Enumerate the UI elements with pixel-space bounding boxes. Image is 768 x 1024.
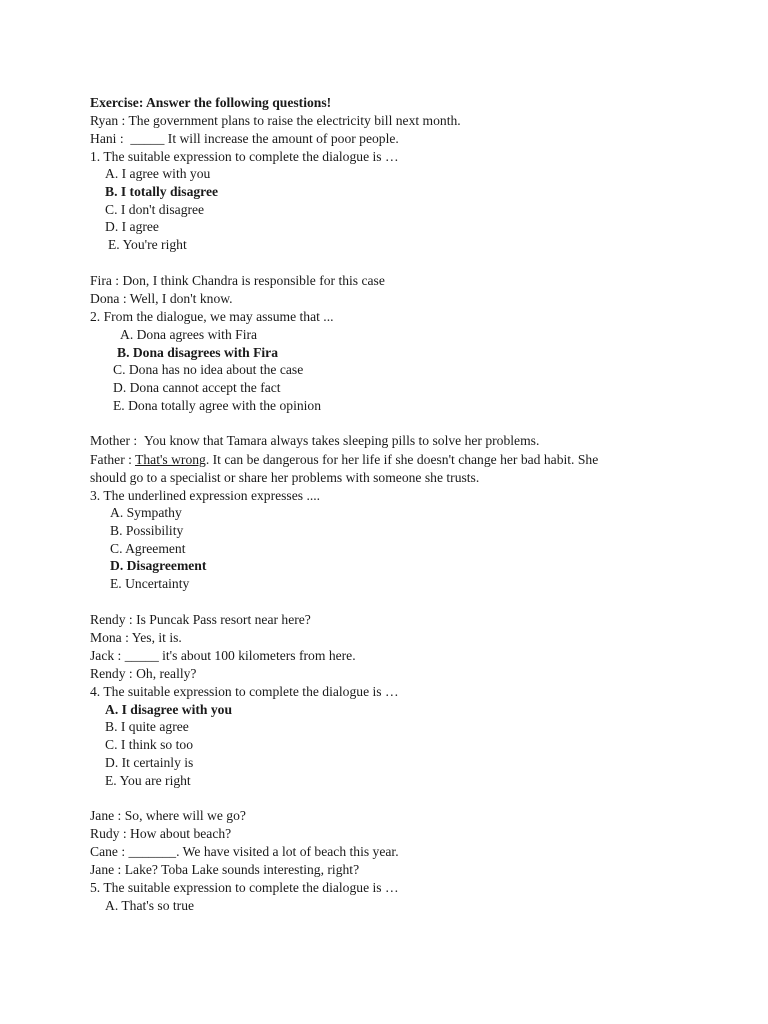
dialogue-line: [90, 432, 539, 450]
option-c: C. Agreement: [110, 541, 186, 556]
option-e: E. You're right: [108, 237, 187, 252]
dialogue-text: Is Puncak Pass resort near here?: [136, 612, 311, 627]
speaker-name: Jane :: [90, 862, 122, 877]
dialogue-text: _______. We have visited a lot of beach this year.: [128, 844, 399, 859]
option-c: C. I don't disagree: [105, 202, 205, 217]
dialogue-text: So, where will we go?: [124, 808, 246, 823]
question-2-text: 2. From the dialogue, we may assume that ...: [90, 309, 334, 324]
dialogue-line: [90, 861, 359, 879]
dialogue-line: [90, 272, 385, 290]
dialogue-text: Yes, it is.: [131, 630, 182, 645]
underlined-expression: That's wrong: [135, 452, 206, 467]
dialogue-line: [90, 130, 399, 148]
dialogue-line: [90, 825, 231, 843]
question-4-text: 4. The suitable expression to complete the dialogue is …: [90, 684, 399, 699]
dialogue-line: [90, 451, 598, 469]
speaker-name: Hani :: [90, 131, 124, 146]
speaker-name: Rudy :: [90, 826, 127, 841]
option-a-answer: A. I disagree with you: [105, 702, 233, 717]
dialogue-line: [90, 665, 196, 683]
speaker-name: Dona :: [90, 291, 127, 306]
dialogue-line: [90, 112, 461, 130]
option-a: A. Sympathy: [110, 505, 182, 520]
speaker-name: Jack :: [90, 648, 122, 663]
option-a: A. That's so true: [105, 898, 195, 913]
option-b: B. Possibility: [110, 523, 184, 538]
dialogue-line: [90, 290, 233, 308]
dialogue-line: [90, 629, 182, 647]
option-b-answer: B. Dona disagrees with Fira: [117, 345, 278, 360]
speaker-name: Ryan :: [90, 113, 126, 128]
dialogue-text: Oh, really?: [136, 666, 197, 681]
dialogue-text: _____ it's about 100 kilometers from here.: [124, 648, 356, 663]
dialogue-line: [90, 843, 399, 861]
question-3-text: 3. The underlined expression expresses ....: [90, 488, 321, 503]
exercise-heading: Exercise: Answer the following questions!: [90, 95, 332, 110]
speaker-name: Father :: [90, 452, 132, 467]
dialogue-text: Lake? Toba Lake sounds interesting, right?: [124, 862, 360, 877]
option-d: D. Dona cannot accept the fact: [113, 380, 281, 395]
option-b: B. I quite agree: [105, 719, 189, 734]
speaker-name: Mother :: [90, 433, 138, 448]
speaker-name: Cane :: [90, 844, 126, 859]
option-a: A. I agree with you: [105, 166, 211, 181]
question-1-text: 1. The suitable expression to complete the dialogue is …: [90, 149, 399, 164]
option-c: C. Dona has no idea about the case: [113, 362, 304, 377]
option-a: A. Dona agrees with Fira: [120, 327, 258, 342]
option-d: D. It certainly is: [105, 755, 194, 770]
option-d: D. I agree: [105, 219, 159, 234]
dialogue-line: [90, 647, 356, 665]
option-e: E. You are right: [105, 773, 191, 788]
dialogue-text: _____ It will increase the amount of poor people.: [130, 131, 399, 146]
option-d-answer: D. Disagreement: [110, 558, 207, 573]
dialogue-text: How about beach?: [130, 826, 232, 841]
speaker-name: Mona :: [90, 630, 129, 645]
dialogue-text: Well, I don't know.: [129, 291, 233, 306]
speaker-name: Jane :: [90, 808, 122, 823]
question-5-text: 5. The suitable expression to complete the dialogue is …: [90, 880, 399, 895]
dialogue-text: Don, I think Chandra is responsible for this case: [122, 273, 385, 288]
option-b-answer: B. I totally disagree: [105, 184, 219, 199]
dialogue-line: [90, 807, 246, 825]
option-e: E. Dona totally agree with the opinion: [113, 398, 322, 413]
dialogue-text: The government plans to raise the electricity bill next month.: [128, 113, 461, 128]
speaker-name: Fira :: [90, 273, 120, 288]
dialogue-line: [90, 611, 311, 629]
speaker-name: Rendy :: [90, 666, 133, 681]
dialogue-continuation: should go to a specialist or share her problems with someone she trusts.: [90, 470, 480, 485]
option-c: C. I think so too: [105, 737, 193, 752]
speaker-name: Rendy :: [90, 612, 133, 627]
dialogue-text: You know that Tamara always takes sleeping pills to solve her problems.: [144, 433, 540, 448]
dialogue-text: . It can be dangerous for her life if she doesn't change her bad habit. She: [205, 452, 599, 467]
option-e: E. Uncertainty: [110, 576, 190, 591]
